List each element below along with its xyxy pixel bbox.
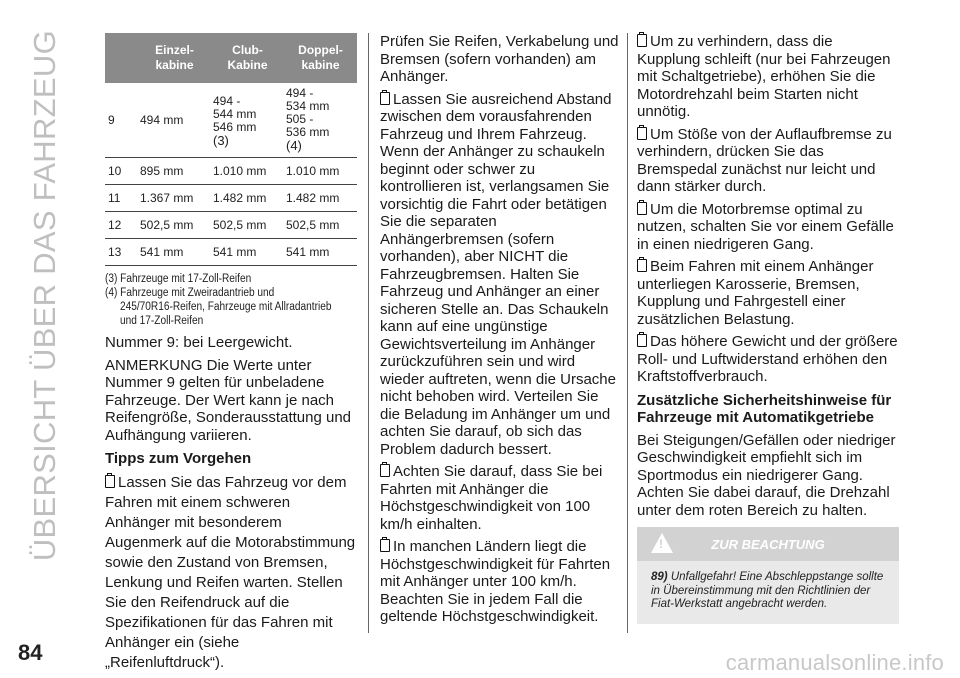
table-row <box>105 158 357 185</box>
bullet-icon <box>637 259 647 272</box>
header-line: kabine <box>155 58 194 72</box>
watermark: carmanualsonline.info <box>725 650 944 675</box>
table-cell: 502,5 mm <box>211 212 284 239</box>
exclamation-icon: ! <box>659 537 663 551</box>
header-line: Club- <box>232 43 263 57</box>
footnote-4-cont: und 17-Zoll-Reifen <box>119 315 204 327</box>
footnote-4-cont: 245/70R16-Reifen, Fahrzeuge mit Allradantrieb <box>119 301 332 313</box>
chapter-side-title <box>22 30 72 590</box>
table-cell-number: 13 <box>105 239 138 266</box>
bullet-icon <box>380 539 390 552</box>
table-cell-number: 11 <box>105 185 138 212</box>
column-left <box>105 33 357 678</box>
bullet-icon <box>637 334 647 347</box>
table-header-clubkabine <box>211 33 284 83</box>
bullet-text: Um die Motorbremse optimal zu nutzen, schalten Sie vor einem Gefälle in einen niedrigeren Gang. <box>637 200 894 253</box>
bullet-paragraph <box>380 91 620 459</box>
table-cell: 502,5 mm <box>138 212 211 239</box>
table-cell: 1.010 mm <box>211 158 284 185</box>
header-line: Kabine <box>227 58 268 72</box>
table-cell-number: 9 <box>105 83 138 158</box>
bullet-paragraph <box>105 473 357 673</box>
bullet-icon <box>380 92 390 105</box>
table-cell: 1.367 mm <box>138 185 211 212</box>
table-cell: 494 - 534 mm 505 - 536 mm (4) <box>284 83 357 158</box>
warning-number: 89) <box>651 571 668 583</box>
footnote-3: (3) Fahrzeuge mit 17-Zoll-Reifen <box>105 273 252 285</box>
table-cell-number: 10 <box>105 158 138 185</box>
dimensions-table <box>105 33 357 266</box>
warning-title: ZUR BEACHTUNG <box>711 536 825 552</box>
bullet-icon <box>637 202 647 215</box>
paragraph-leergewicht: Nummer 9: bei Leergewicht. <box>105 334 293 351</box>
table-row <box>105 239 357 266</box>
paragraph-anmerkung: ANMERKUNG Die Werte unter Nummer 9 gelten für unbeladene Fahrzeuge. Der Wert kann je nach Reifengröße, Sonderausstattung und Aufhängung variieren. <box>105 356 351 444</box>
bullet-icon <box>380 464 390 477</box>
column-divider <box>368 33 369 633</box>
bullet-text: Das höhere Gewicht und der größere Roll- und Luftwiderstand erhöhen den Kraftstoffverbrauch. <box>637 333 898 385</box>
table-row <box>105 83 357 158</box>
table-cell: 541 mm <box>284 239 357 266</box>
heading-automatik: Zusätzliche Sicherheitshinweise für Fahrzeuge mit Automatikgetriebe <box>637 391 892 426</box>
column-middle <box>380 33 620 631</box>
footnote-4: (4) Fahrzeuge mit Zweiradantrieb und <box>105 287 275 299</box>
page-number: 84 <box>18 640 43 665</box>
table-footnotes <box>105 272 357 328</box>
table-row <box>105 185 357 212</box>
table-cell: 1.482 mm <box>284 185 357 212</box>
bullet-text: Achten Sie darauf, dass Sie bei Fahrten mit Anhänger die Höchstgeschwindigkeit von 100 km/h einhalten. <box>380 463 603 533</box>
heading-tipps: Tipps zum Vorgehen <box>105 450 252 467</box>
table-cell: 1.482 mm <box>211 185 284 212</box>
table-header-row <box>105 33 357 83</box>
header-line: Doppel- <box>298 43 343 57</box>
column-divider <box>627 33 628 633</box>
table-cell: 494 - 544 mm 546 mm (3) <box>211 83 284 158</box>
bullet-paragraph <box>637 258 899 328</box>
bullet-paragraph <box>380 538 620 626</box>
bullet-text: Lassen Sie ausreichend Abstand zwischen dem vorausfahrenden Fahrzeug und Ihrem Fahrzeug. Wenn der Anhänger zu schaukeln beginnt oder schwer zu kontrollieren ist, verlangsamen Sie vorsichtig die Fahrt oder betätigen Sie die separaten Anhängerbremsen (sofern vorhanden), aber NICHT die Fahrzeugbremsen. Halten Sie Fahrzeug und Anhänger an einer sicheren Stelle an. Das Schaukeln kann auf eine ungünstige Gewichtsverteilung im Anhänger zurückzuführen sein und wird wieder auftreten, wenn die Ursache nicht behoben wird. Verteilen Sie die Beladung im Anhänger um und achten Sie darauf, ob sich das Problem dadurch bessert. <box>380 90 616 458</box>
paragraph-pruefen: Prüfen Sie Reifen, Verkabelung und Bremsen (sofern vorhanden) am Anhänger. <box>380 33 619 85</box>
table-row <box>105 212 357 239</box>
bullet-icon <box>637 34 647 47</box>
table-cell: 895 mm <box>138 158 211 185</box>
bullet-paragraph <box>637 33 899 121</box>
warning-header <box>637 527 899 561</box>
table-cell: 541 mm <box>211 239 284 266</box>
table-body <box>105 83 357 266</box>
table-cell: 1.010 mm <box>284 158 357 185</box>
warning-box <box>637 527 899 624</box>
header-line: kabine <box>301 58 340 72</box>
bullet-paragraph <box>637 126 899 196</box>
warning-text: Unfallgefahr! Eine Abschleppstange sollte in Übereinstimmung mit den Richtlinien der Fiat-Werkstatt angebracht werden. <box>651 571 884 610</box>
table-header-einzelkabine <box>138 33 211 83</box>
bullet-paragraph <box>380 463 620 533</box>
warning-body <box>637 561 899 624</box>
chapter-title-text: ÜBERSICHT ÜBER DAS FAHRZEUG <box>27 30 62 562</box>
table-header-doppelkabine <box>284 33 357 83</box>
table-header-blank <box>105 33 138 83</box>
bullet-text: Um Stöße von der Auflaufbremse zu verhindern, drücken Sie das Bremspedal zunächst nur leicht und dann stärker durch. <box>637 125 892 195</box>
table-cell: 541 mm <box>138 239 211 266</box>
column-right <box>637 33 899 624</box>
table-cell-number: 12 <box>105 212 138 239</box>
paragraph-steigungen: Bei Steigungen/Gefällen oder niedriger Geschwindigkeit empfiehlt sich im Sportmodus ein niedrigerer Gang. Achten Sie dabei darauf, die Drehzahl unter dem roten Bereich zu halten. <box>637 431 896 519</box>
header-line: Einzel- <box>155 43 194 57</box>
bullet-icon <box>637 127 647 140</box>
bullet-text: In manchen Ländern liegt die Höchstgeschwindigkeit für Fahrten mit Anhänger unter 100 km/h. Beachten Sie in jedem Fall die geltende Höchstgeschwindigkeit. <box>380 538 611 625</box>
table-cell: 502,5 mm <box>284 212 357 239</box>
bullet-text: Um zu verhindern, dass die Kupplung schleift (nur bei Fahrzeugen mit Schaltgetriebe), erhöhen Sie die Motordrehzahl beim Starten nicht unnötig. <box>637 33 891 120</box>
bullet-paragraph <box>637 201 899 254</box>
bullet-text: Beim Fahren mit einem Anhänger unterliegen Karosserie, Bremsen, Kupplung und Fahrgestell einer zusätzlichen Belastung. <box>637 258 874 328</box>
bullet-text: Lassen Sie das Fahrzeug vor dem Fahren mit einem schweren Anhänger mit besonderem Augenmerk auf die Motorabstimmung sowie den Zustand von Bremsen, Lenkung und Reifen warten. Stellen Sie den Reifendruck auf die Spezifikationen für das Fahren mit Anhänger ein (siehe „Reifenluftdruck“). <box>105 473 356 671</box>
bullet-paragraph <box>637 333 899 386</box>
table-cell: 494 mm <box>138 83 211 158</box>
bullet-icon <box>105 475 115 488</box>
